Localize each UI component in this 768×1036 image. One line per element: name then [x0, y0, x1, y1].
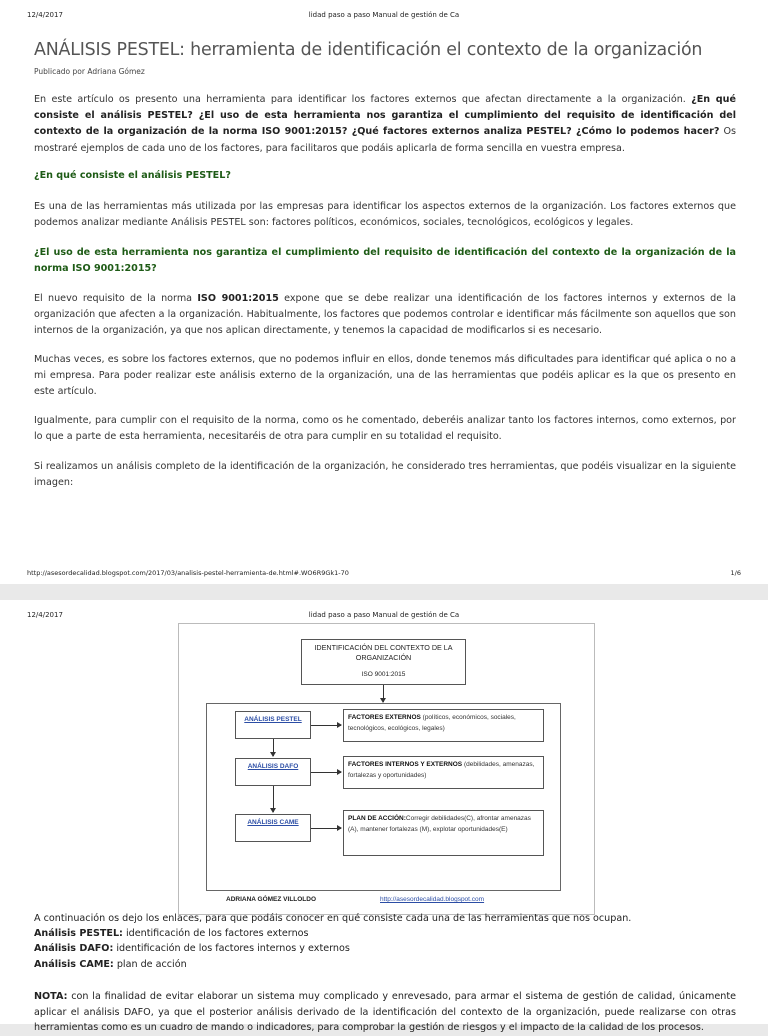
intro-questions: ¿En qué consiste el análisis PESTEL? ¿El uso de esta herramienta nos garantiza el cumplimiento del requisito de identificación del contexto de la organización de la norma ISO 9001:2015? ¿Qué factores externos analiza PESTEL? ¿Cómo lo podemos hacer?	[34, 94, 736, 138]
print-header-title: lidad paso a paso Manual de gestión de Ca	[308, 11, 460, 19]
intro-text-c: Os mostraré ejemplos de cada uno de los factores, para facilitaros que podáis aplicarla de forma sencilla en vuestra empresa.	[34, 126, 736, 154]
diagram-top-box	[301, 639, 466, 685]
diagram-top-line2: ORGANIZACIÓN	[355, 653, 412, 662]
diagram-desc-pestel	[343, 709, 544, 742]
iso-text-c: expone que se debe realizar una identificación de los factores internos y externos de la organización que afecten a la organización. Habitualmente, los factores que podemos controlar e identificar más fácilmente son aquellos que son internos de la organización, ya que nos aplican directamente, y tenemos la capacidad de modificarlos si es necesario.	[34, 293, 737, 337]
iso-text-a: El nuevo requisito de la norma	[34, 293, 198, 304]
section-heading-pestel: ¿En qué consiste el análisis PESTEL?	[34, 170, 231, 181]
link-item-pestel[interactable]	[34, 926, 736, 942]
diagram-text-came: Corregir debilidades(C), afrontar amenazas (A), mantener fortalezas (M), explotar oportunidades(E)	[348, 815, 531, 833]
diagram-arrow-down-1	[273, 739, 274, 756]
print-footer-url: http://asesordecalidad.blogspot.com/2017/03/analisis-pestel-herramienta-de.html#.WO6R9Gk1-70	[27, 569, 349, 577]
nota-text: con la finalidad de evitar elaborar un sistema muy complicado y enrevesado, para armar el sistema de gestión de calidad, únicamente aplicar el análisis DAFO, ya que el posterior análisis derivado de la identificación del contexto de la organización, puede realizarse con otras herramientas como es un cuadro de mando o indicadores, para comprobar la gestión de riesgos y el impacto de la calidad de los procesos.	[34, 991, 736, 1033]
diagram-top-line3: ISO 9001:2015	[361, 671, 406, 678]
print-header-date: 12/4/2017	[27, 11, 63, 19]
diagram-arrow-down-2	[273, 786, 274, 812]
print-header-date-2: 12/4/2017	[27, 611, 63, 619]
diagram-tool-dafo: ANÁLISIS DAFO	[235, 758, 311, 786]
pestel-definition-paragraph: Es una de las herramientas más utilizada por las empresas para identificar los aspectos externos de la organización. Los factores externos que podemos analizar mediante Análisis PESTEL son: factores políticos, económicos, sociales, tecnológicos, ecológicos y legales.	[34, 201, 736, 229]
link-text-came: plan de acción	[113, 959, 187, 970]
intro-paragraph	[34, 92, 736, 157]
diagram-arrow-down-top	[383, 685, 384, 702]
link-item-dafo[interactable]	[34, 941, 736, 957]
links-intro: A continuación os dejo los enlaces, para que podáis conocer en qué consiste cada una de las herramientas que nos ocupan.	[34, 913, 632, 924]
diagram-desc-came	[343, 810, 544, 856]
iso-requirement-paragraph	[34, 291, 736, 340]
intro-text-a: En este artículo os presento una herramienta para identificar los factores externos que afectan directamente a la organización.	[34, 94, 692, 105]
article-title: ANÁLISIS PESTEL: herramienta de identificación el contexto de la organización	[34, 40, 703, 60]
diagram-arrow-right-1	[311, 725, 341, 726]
link-label-pestel[interactable]: Análisis PESTEL:	[34, 928, 123, 939]
diagram-tool-pestel: ANÁLISIS PESTEL	[235, 711, 311, 739]
diagram-author: ADRIANA GÓMEZ VILLOLDO	[226, 896, 317, 903]
link-label-dafo[interactable]: Análisis DAFO:	[34, 943, 114, 954]
section-heading-iso: ¿El uso de esta herramienta nos garantiza el cumplimiento del requisito de identificación del contexto de la organización de la norma ISO 9001:2015?	[34, 247, 736, 275]
diagram-head-pestel: FACTORES EXTERNOS	[348, 714, 421, 721]
nota-label: NOTA:	[34, 991, 68, 1002]
external-factors-paragraph: Muchas veces, es sobre los factores externos, que no podemos influir en ellos, donde tenemos más dificultades para identificar qué aplica o no a mi empresa. Para poder realizar este análisis externo de la organización, una de las herramientas que podéis aplicar es la que os presento en este artículo.	[34, 354, 736, 398]
diagram-top-line1: IDENTIFICACIÓN DEL CONTEXTO DE LA	[314, 643, 453, 652]
print-header-title-2: lidad paso a paso Manual de gestión de Ca	[308, 611, 460, 619]
link-item-came[interactable]	[34, 957, 736, 973]
diagram-head-came: PLAN DE ACCIÓN:	[348, 815, 406, 822]
diagram-text-pestel: (políticos, económicos, sociales, tecnológicos, ecológicos, legales)	[348, 714, 516, 732]
diagram-head-dafo: FACTORES INTERNOS Y EXTERNOS	[348, 761, 463, 768]
context-diagram	[178, 623, 595, 915]
link-label-came[interactable]: Análisis CAME:	[34, 959, 114, 970]
nota-paragraph	[34, 989, 736, 1036]
diagram-arrow-right-3	[311, 828, 341, 829]
document-page-2	[0, 600, 768, 1033]
diagram-desc-dafo	[343, 756, 544, 789]
iso-norm-bold: ISO 9001:2015	[197, 293, 279, 304]
print-footer-page: 1/6	[730, 569, 741, 577]
link-text-dafo: identificación de los factores internos y externos	[113, 943, 350, 954]
diagram-arrow-right-2	[311, 772, 341, 773]
link-text-pestel: identificación de los factores externos	[122, 928, 309, 939]
article-byline: Publicado por Adriana Gómez	[34, 67, 145, 76]
diagram-text-dafo: (debilidades, amenazas, fortalezas y oportunidades)	[348, 761, 535, 779]
three-tools-paragraph: Si realizamos un análisis completo de la identificación de la organización, he considerado tres herramientas, que podéis visualizar en la siguiente imagen:	[34, 461, 736, 489]
internal-external-paragraph: Igualmente, para cumplir con el requisito de la norma, como os he comentado, deberéis analizar tanto los factores internos, como externos, por lo que a parte de esta herramienta, necesitaréis de otra para cumplir en su totalidad el requisito.	[34, 415, 736, 443]
diagram-tool-came: ANÁLISIS CAME	[235, 814, 311, 842]
diagram-url-link[interactable]: http://asesordecalidad.blogspot.com	[380, 896, 485, 903]
